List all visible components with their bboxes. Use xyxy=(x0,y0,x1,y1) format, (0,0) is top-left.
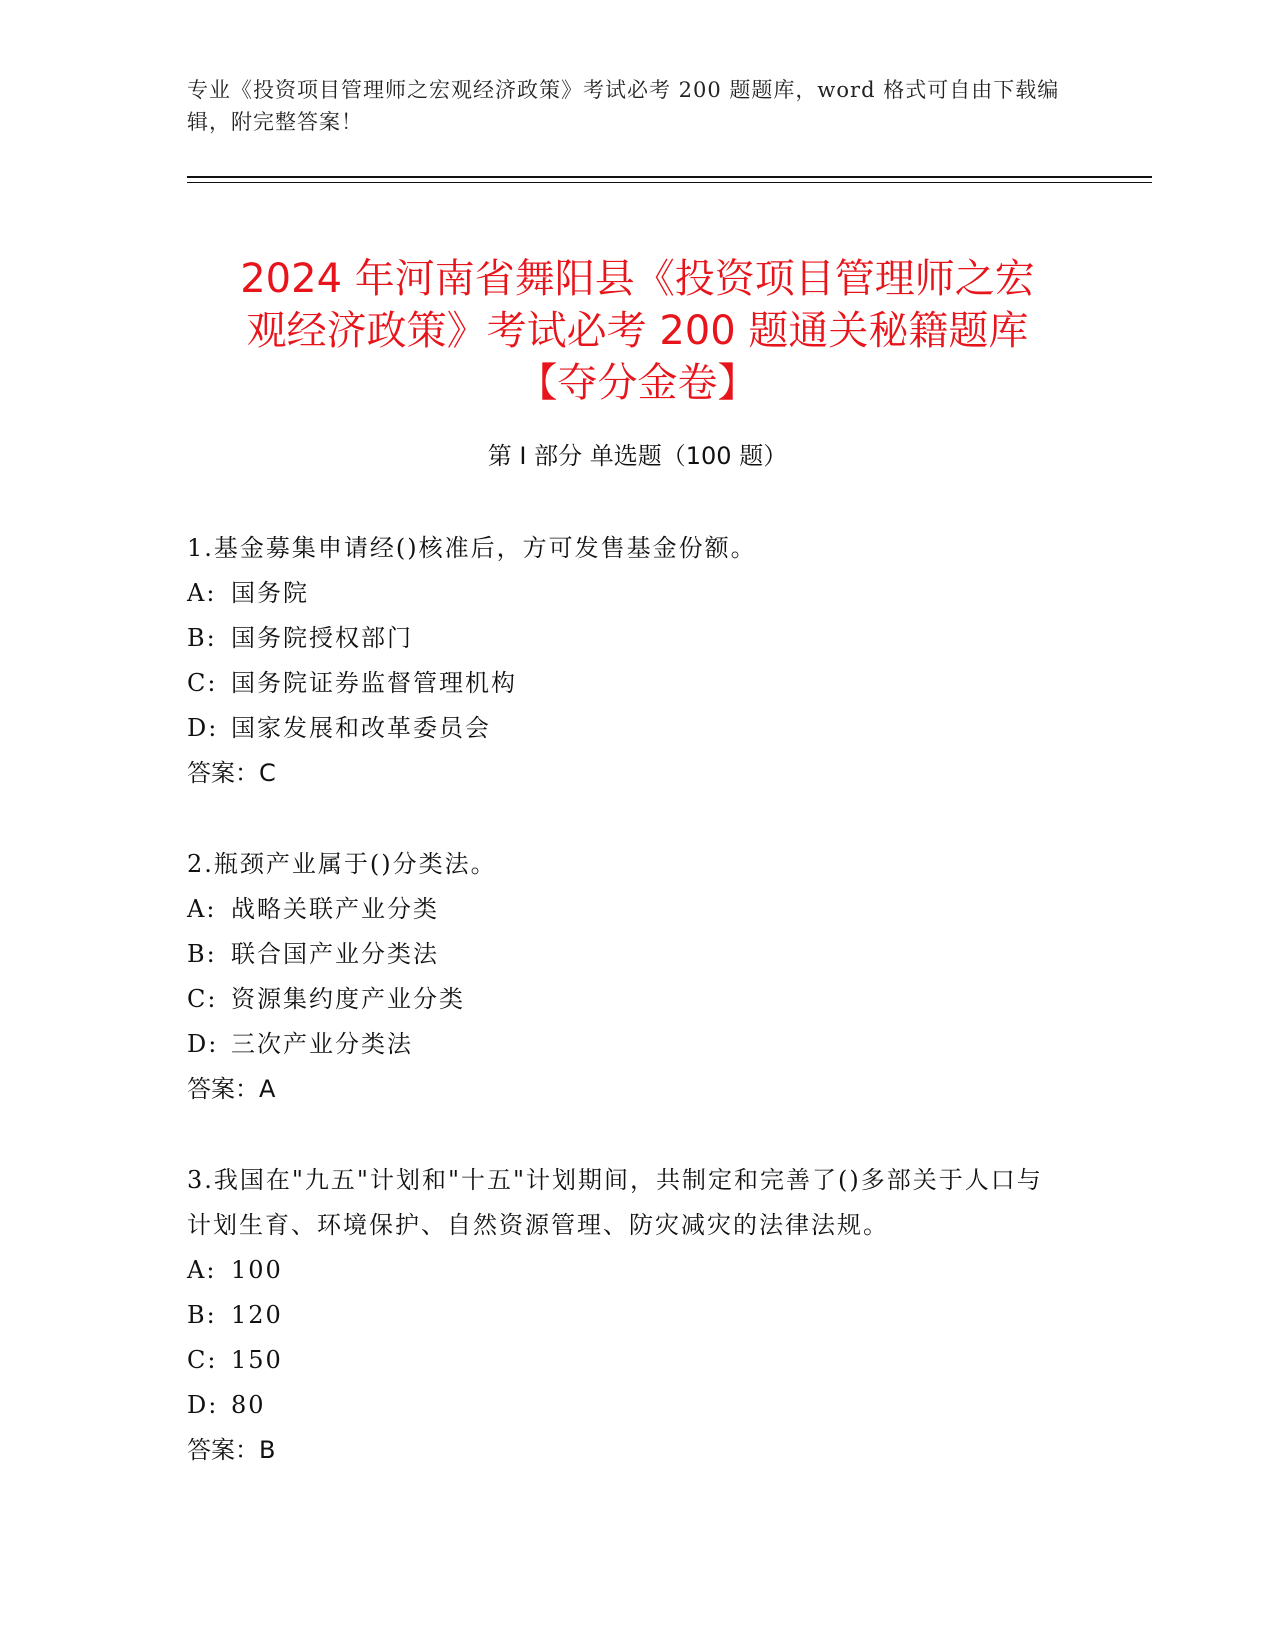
question-stem: 1.基金募集申请经()核准后，方可发售基金份额。 xyxy=(187,534,757,562)
option-c xyxy=(187,661,1067,706)
document-title-line-1: 2024 年河南省舞阳县《投资项目管理师之宏 xyxy=(240,255,1035,302)
option-letter: B: xyxy=(187,940,217,968)
option-letter: C: xyxy=(187,669,218,697)
option-letter: C: xyxy=(187,985,218,1013)
option-d xyxy=(187,706,1067,751)
option-c xyxy=(187,1338,1067,1383)
option-text: 战略关联产业分类 xyxy=(231,895,439,923)
option-a xyxy=(187,1248,1067,1293)
option-text: 150 xyxy=(231,1346,283,1374)
question-3 xyxy=(187,1158,1067,1473)
option-a xyxy=(187,571,1067,616)
option-text: 资源集约度产业分类 xyxy=(231,985,465,1013)
header-note: 专业《投资项目管理师之宏观经济政策》考试必考 200 题题库，word 格式可自由下载编辑，附完整答案！ xyxy=(187,78,1060,134)
option-letter: A: xyxy=(187,1256,217,1284)
option-d xyxy=(187,1022,1067,1067)
option-b xyxy=(187,616,1067,661)
option-text: 国务院 xyxy=(231,579,309,607)
option-text: 100 xyxy=(231,1256,283,1284)
document-title-line-2: 观经济政策》考试必考 200 题通关秘籍题库 xyxy=(246,307,1029,354)
document-title xyxy=(150,253,1125,409)
question-2 xyxy=(187,842,1067,1112)
option-text: 国务院授权部门 xyxy=(231,624,413,652)
option-letter: D: xyxy=(187,714,219,742)
option-letter: D: xyxy=(187,1391,219,1419)
answer: 答案：B xyxy=(187,1436,276,1464)
option-text: 80 xyxy=(231,1391,266,1419)
option-text: 三次产业分类法 xyxy=(231,1030,413,1058)
option-text: 联合国产业分类法 xyxy=(231,940,439,968)
question-list xyxy=(187,526,1067,1519)
option-text: 120 xyxy=(231,1301,283,1329)
answer: 答案：A xyxy=(187,1075,276,1103)
question-1 xyxy=(187,526,1067,796)
question-stem: 2.瓶颈产业属于()分类法。 xyxy=(187,850,497,878)
option-letter: C: xyxy=(187,1346,218,1374)
answer: 答案：C xyxy=(187,759,276,787)
question-stem: 3.我国在"九五"计划和"十五"计划期间，共制定和完善了()多部关于人口与计划生育、环境保护、自然资源管理、防灾减灾的法律法规。 xyxy=(187,1166,1043,1239)
option-d xyxy=(187,1383,1067,1428)
option-a xyxy=(187,887,1067,932)
option-text: 国家发展和改革委员会 xyxy=(231,714,491,742)
option-b xyxy=(187,932,1067,977)
section-heading: 第 I 部分 单选题（100 题） xyxy=(487,442,788,470)
option-b xyxy=(187,1293,1067,1338)
header-divider-thin xyxy=(187,182,1152,183)
header-divider-thick xyxy=(187,176,1152,178)
document-title-line-3: 【夺分金卷】 xyxy=(517,359,758,406)
option-letter: A: xyxy=(187,895,217,923)
option-text: 国务院证券监督管理机构 xyxy=(231,669,517,697)
option-letter: B: xyxy=(187,1301,217,1329)
option-c xyxy=(187,977,1067,1022)
option-letter: A: xyxy=(187,579,217,607)
option-letter: D: xyxy=(187,1030,219,1058)
option-letter: B: xyxy=(187,624,217,652)
